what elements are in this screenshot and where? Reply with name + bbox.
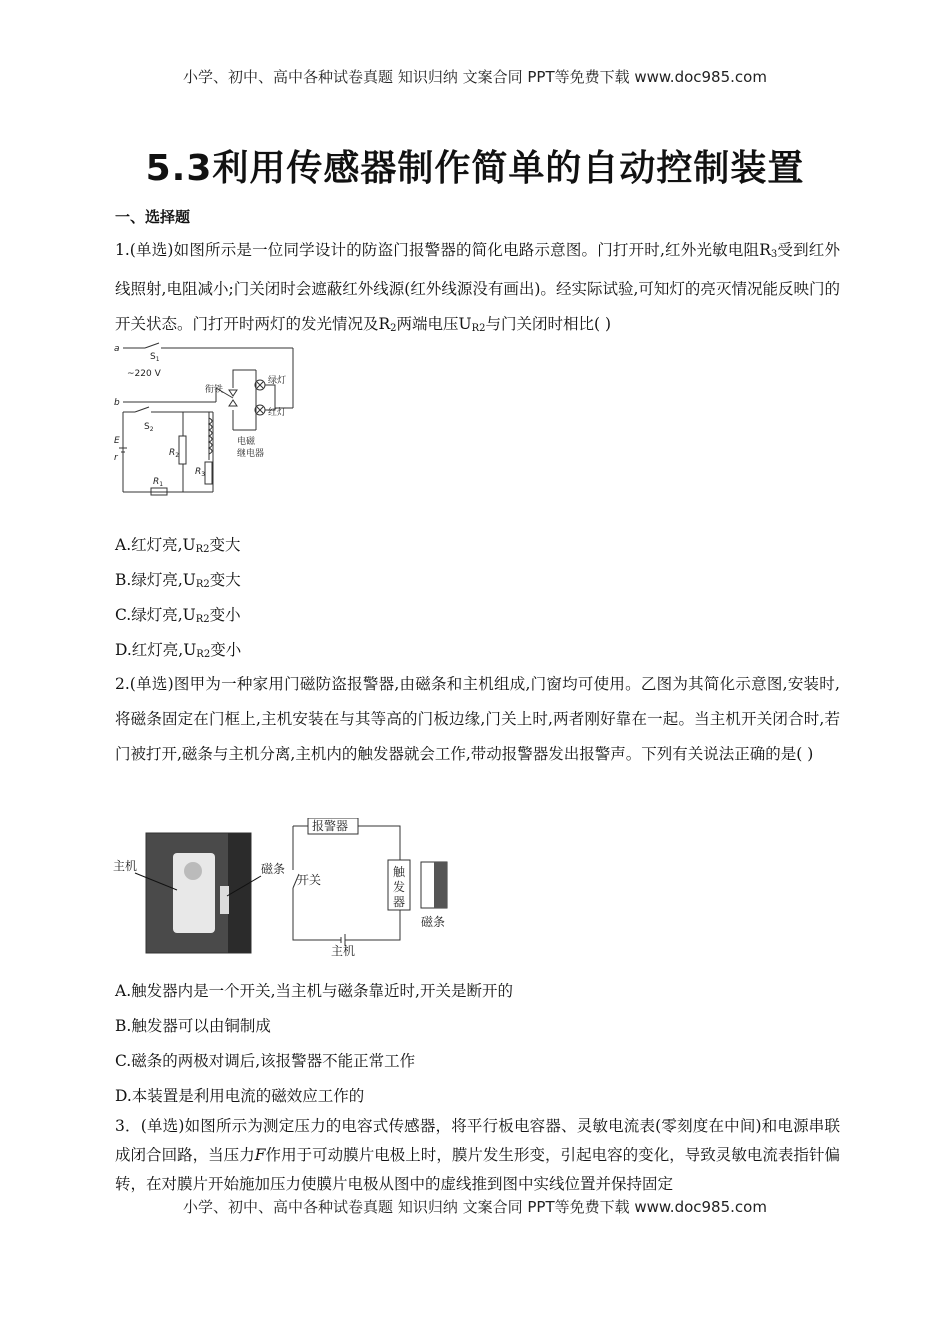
label-a: a — [114, 344, 120, 354]
q1-option-d: D.红灯亮$,U_{R2}$变小 — [115, 641, 242, 660]
label-armature: 衔铁 — [205, 385, 224, 395]
label-voltage: ~220 V — [127, 369, 161, 379]
label-trigger-3: 器 — [393, 895, 406, 909]
alarm-circuit-diagram — [113, 340, 303, 500]
label-r: r — [114, 453, 118, 463]
q2-option-b: B.触发器可以由铜制成 — [115, 1017, 271, 1035]
label-r2: $R_2$ — [169, 448, 180, 459]
label-e: E — [114, 436, 120, 446]
label-r3: $R_3$ — [195, 467, 206, 478]
label-r1: $R_1$ — [153, 477, 164, 488]
label-s2: $S_2$ — [144, 422, 154, 433]
label-switch: 开关 — [297, 873, 322, 887]
label-s1: $S_1$ — [150, 352, 160, 363]
page-title: 5.3利用传感器制作简单的自动控制装置 — [145, 148, 805, 189]
question-2-stem: 2.(单选)图甲为一种家用门磁防盗报警器,由磁条和主机组成,门窗均可使用。乙图为其简化示意图,安装时,将磁条固定在门框上,主机安装在与其等高的门板边缘,门关上时,两者刚好靠在一起。当主机开关闭合时,若门被打开,磁条与主机分离,主机内的触发器就会工作,带动报警器发出报警声。下列有关说法正确的是( ) — [115, 675, 840, 763]
label-green-lamp: 绿灯 — [268, 376, 287, 386]
label-alarm: 报警器 — [312, 819, 349, 833]
label-b: b — [114, 398, 120, 408]
label-magnet: 磁条 — [261, 862, 286, 876]
question-3-stem: 3．(单选)如图所示为测定压力的电容式传感器，将平行板电容器、灵敏电流表(零刻度在中间)和电源串联成闭合回路，当压力F作用于可动膜片电极上时，膜片发生形变，引起电容的变化，导致灵敏电流表指针偏转，在对膜片开始施加压力使膜片电极从图中的虚线推到图中实线位置并保持固定 — [115, 1117, 840, 1193]
label-host-2: 主机 — [331, 944, 356, 958]
label-host: 主机 — [113, 859, 138, 873]
door-alarm-figure — [113, 818, 453, 958]
label-magnet-2: 磁条 — [421, 915, 446, 929]
q2-option-d: D.本装置是利用电流的磁效应工作的 — [115, 1087, 365, 1105]
q1-option-b: B.绿灯亮$,U_{R2}$变大 — [115, 571, 241, 590]
page-footer: 小学、初中、高中各种试卷真题 知识归纳 文案合同 PPT等免费下载 www.doc985.com — [183, 1198, 767, 1216]
label-trigger-1: 触 — [393, 865, 406, 879]
label-trigger-2: 发 — [393, 880, 406, 894]
q2-option-a: A.触发器内是一个开关,当主机与磁条靠近时,开关是断开的 — [115, 982, 513, 1000]
q2-option-c: C.磁条的两极对调后,该报警器不能正常工作 — [115, 1052, 416, 1070]
label-relay-2: 继电器 — [237, 449, 265, 459]
q1-option-a: A.红灯亮$,U_{R2}$变大 — [115, 536, 241, 555]
q1-option-c: C.绿灯亮$,U_{R2}$变小 — [115, 606, 241, 625]
label-relay-1: 电磁 — [237, 437, 256, 447]
label-red-lamp: 红灯 — [268, 408, 287, 418]
section-heading: 一、选择题 — [115, 208, 191, 226]
page-header: 小学、初中、高中各种试卷真题 知识归纳 文案合同 PPT等免费下载 www.doc985.com — [183, 68, 767, 86]
question-1-stem: 1.(单选)如图所示是一位同学设计的防盗门报警器的简化电路示意图。门打开时,红外光敏电阻$R_3$受到红外线照射,电阻减小;门关闭时会遮蔽红外线源(红外线源没有画出)。经实际试验,可知灯的亮灭情况能反映门的开关状态。门打开时两灯的发光情况及$R_2$两端电压$U_{R2}$与门关闭时相比( ) — [115, 241, 840, 334]
